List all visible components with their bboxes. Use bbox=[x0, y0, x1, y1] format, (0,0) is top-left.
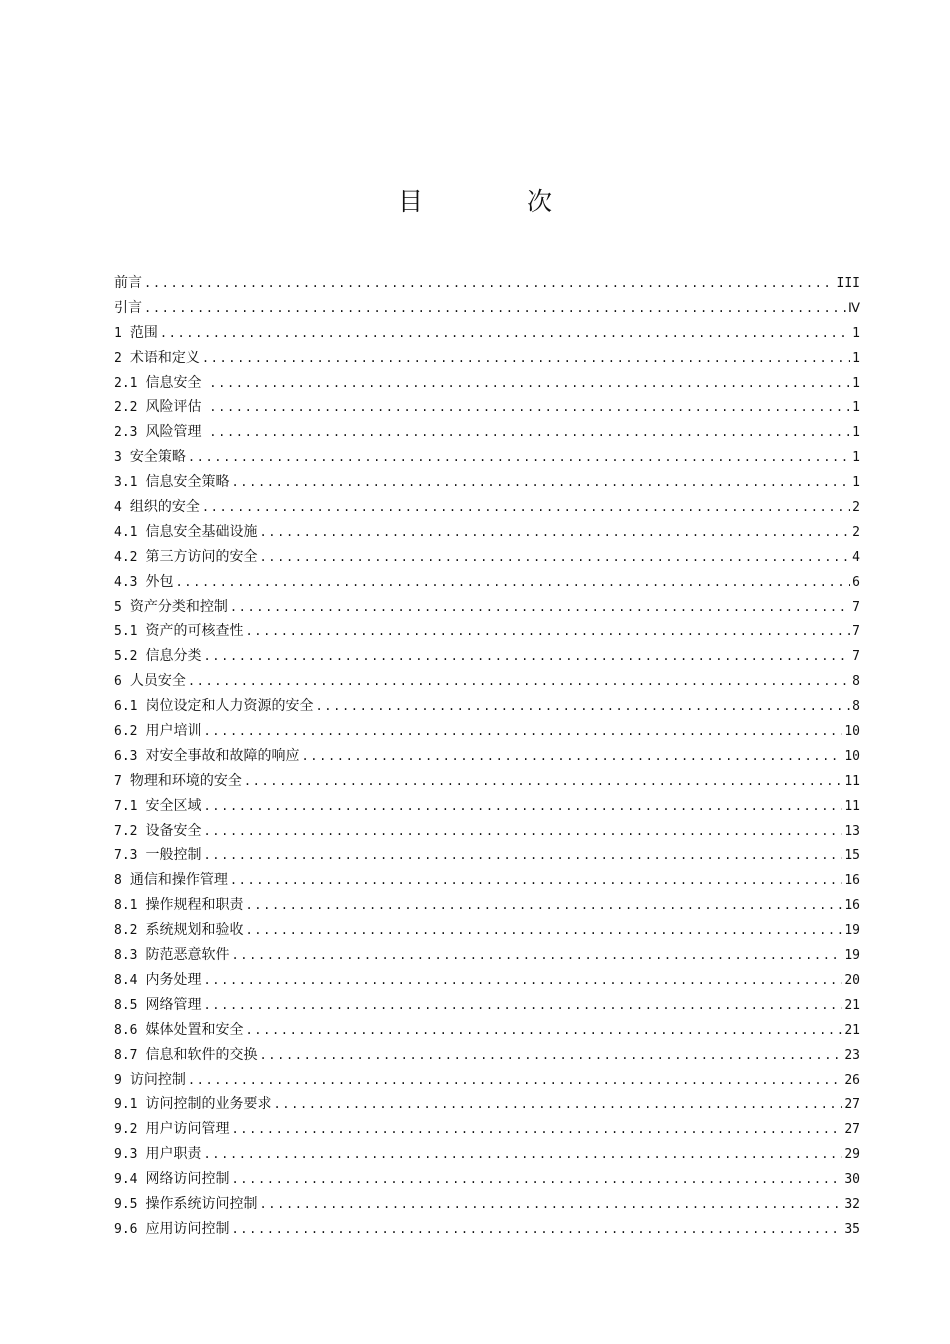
toc-page-number: 2 bbox=[852, 524, 860, 540]
toc-section-number: 2.3 bbox=[114, 425, 138, 441]
toc-dot-leader bbox=[301, 744, 842, 769]
toc-section-title: 用户访问管理 bbox=[145, 1121, 230, 1138]
toc-section-number: 7.2 bbox=[114, 823, 138, 839]
toc-page-number: 13 bbox=[844, 823, 860, 839]
toc-page-number: 30 bbox=[844, 1172, 860, 1188]
toc-section-title: 范围 bbox=[129, 324, 158, 341]
toc-entry[interactable] bbox=[114, 1068, 860, 1093]
toc-dot-leader bbox=[188, 445, 850, 470]
toc-page-number: 19 bbox=[844, 923, 860, 939]
toc-entry[interactable] bbox=[114, 420, 860, 445]
toc-section-title: 风险管理 bbox=[145, 424, 202, 441]
toc-page-number: 10 bbox=[844, 748, 860, 764]
toc-section-number: 5 bbox=[114, 599, 122, 615]
toc-section-title: 设备安全 bbox=[145, 822, 202, 839]
toc-section-title: 术语和定义 bbox=[129, 349, 200, 366]
toc-page-number: 7 bbox=[852, 649, 860, 665]
toc-section-title: 人员安全 bbox=[129, 673, 186, 690]
toc-dot-leader bbox=[230, 595, 850, 620]
toc-entry[interactable] bbox=[114, 321, 860, 346]
toc-entry[interactable] bbox=[114, 371, 860, 396]
toc-dot-leader bbox=[188, 1068, 843, 1093]
toc-page-number: 1 bbox=[852, 425, 860, 441]
toc-section-title: 一般控制 bbox=[145, 847, 202, 864]
toc-dot-leader bbox=[203, 644, 850, 669]
toc-section-number: 8.1 bbox=[114, 898, 138, 914]
toc-dot-leader bbox=[259, 1192, 842, 1217]
toc-dot-leader bbox=[160, 321, 850, 346]
toc-page-number: 35 bbox=[844, 1221, 860, 1237]
toc-dot-leader bbox=[203, 993, 842, 1018]
toc-entry[interactable] bbox=[114, 644, 860, 669]
toc-page-number: 2 bbox=[852, 500, 860, 516]
toc-page-number: 21 bbox=[844, 1022, 860, 1038]
toc-entry[interactable] bbox=[114, 694, 860, 719]
toc-section-title: 物理和环境的安全 bbox=[129, 772, 242, 789]
toc-section-title: 媒体处置和安全 bbox=[145, 1021, 244, 1038]
toc-section-title: 网络管理 bbox=[145, 996, 202, 1013]
toc-section-title: 资产的可核查性 bbox=[145, 623, 244, 640]
toc-page-number: 7 bbox=[852, 624, 860, 640]
toc-dot-leader bbox=[203, 794, 842, 819]
toc-section-number: 9.1 bbox=[114, 1097, 138, 1113]
toc-section-number: 8 bbox=[114, 873, 122, 889]
toc-dot-leader bbox=[259, 545, 850, 570]
toc-entry[interactable] bbox=[114, 296, 860, 321]
toc-dot-leader bbox=[188, 669, 850, 694]
toc-section-number: 6.2 bbox=[114, 724, 138, 740]
toc-entry[interactable] bbox=[114, 1018, 860, 1043]
toc-dot-leader bbox=[245, 918, 842, 943]
toc-page-number: 1 bbox=[852, 375, 860, 391]
toc-entry[interactable] bbox=[114, 1192, 860, 1217]
toc-section-title: 组织的安全 bbox=[129, 499, 200, 516]
toc-page-number: 11 bbox=[844, 773, 860, 789]
toc-section-title: 资产分类和控制 bbox=[129, 598, 228, 615]
toc-dot-leader bbox=[203, 968, 842, 993]
toc-section-number: 8.7 bbox=[114, 1047, 138, 1063]
toc-section-title: 访问控制 bbox=[129, 1071, 186, 1088]
toc-entry[interactable] bbox=[114, 395, 860, 420]
toc-page-number: 19 bbox=[844, 948, 860, 964]
toc-dot-leader bbox=[244, 769, 843, 794]
toc-section-title: 岗位设定和人力资源的安全 bbox=[145, 698, 314, 715]
toc-section-number: 6.3 bbox=[114, 748, 138, 764]
toc-dot-leader bbox=[144, 271, 835, 296]
toc-section-number: 5.2 bbox=[114, 649, 138, 665]
toc-entry[interactable] bbox=[114, 1092, 860, 1117]
toc-page-number: 23 bbox=[844, 1047, 860, 1063]
toc-entry[interactable] bbox=[114, 1167, 860, 1192]
toc-section-number: 4.3 bbox=[114, 574, 138, 590]
toc-dot-leader bbox=[231, 1117, 842, 1142]
toc-section-number: 6.1 bbox=[114, 699, 138, 715]
toc-page-number: 1 bbox=[852, 325, 860, 341]
toc-section-number: 9.5 bbox=[114, 1196, 138, 1212]
toc-dot-leader bbox=[209, 371, 850, 396]
toc-page-number: 6 bbox=[852, 574, 860, 590]
toc-entry[interactable] bbox=[114, 918, 860, 943]
toc-section-number: 1 bbox=[114, 325, 122, 341]
toc-page-number: III bbox=[836, 276, 860, 291]
toc-dot-leader bbox=[231, 1217, 842, 1242]
toc-dot-leader bbox=[203, 1142, 842, 1167]
toc-page-number: 16 bbox=[844, 873, 860, 889]
page-title: 目 次 bbox=[398, 187, 600, 216]
toc-section-title: 对安全事故和故障的响应 bbox=[145, 747, 300, 764]
toc-entry[interactable] bbox=[114, 719, 860, 744]
toc-section-number: 8.4 bbox=[114, 972, 138, 988]
toc-entry[interactable] bbox=[114, 794, 860, 819]
toc-page-number: 1 bbox=[852, 400, 860, 416]
toc-section-title: 信息分类 bbox=[145, 648, 202, 665]
toc-section-title: 网络访问控制 bbox=[145, 1171, 230, 1188]
toc-section-title: 防范恶意软件 bbox=[145, 947, 230, 964]
toc-section-title: 外包 bbox=[145, 573, 174, 590]
toc-section-title: 应用访问控制 bbox=[145, 1220, 230, 1237]
toc-section-title: 内务处理 bbox=[145, 971, 202, 988]
toc-dot-leader bbox=[231, 1167, 842, 1192]
toc-page-number: 27 bbox=[844, 1097, 860, 1113]
toc-page-number: 15 bbox=[844, 848, 860, 864]
toc-section-number: 4.2 bbox=[114, 549, 138, 565]
toc-section-number: 8.2 bbox=[114, 923, 138, 939]
toc-entry[interactable] bbox=[114, 570, 860, 595]
table-of-contents bbox=[114, 271, 860, 1242]
toc-dot-leader bbox=[245, 893, 842, 918]
toc-entry[interactable] bbox=[114, 769, 860, 794]
toc-dot-leader bbox=[315, 694, 850, 719]
toc-section-number: 8.3 bbox=[114, 948, 138, 964]
toc-dot-leader bbox=[245, 619, 850, 644]
toc-section-title: 信息安全基础设施 bbox=[145, 523, 258, 540]
toc-page-number: 8 bbox=[852, 674, 860, 690]
toc-dot-leader bbox=[203, 719, 842, 744]
toc-section-number: 9.3 bbox=[114, 1147, 138, 1163]
toc-section-number: 3 bbox=[114, 450, 122, 466]
toc-dot-leader bbox=[209, 395, 850, 420]
toc-section-number: 2.1 bbox=[114, 375, 138, 391]
toc-section-number: 9.4 bbox=[114, 1172, 138, 1188]
toc-page-number: 10 bbox=[844, 724, 860, 740]
toc-section-number: 9.6 bbox=[114, 1221, 138, 1237]
toc-entry[interactable] bbox=[114, 669, 860, 694]
toc-page-number: 29 bbox=[844, 1147, 860, 1163]
toc-section-title: 信息和软件的交换 bbox=[145, 1046, 258, 1063]
toc-section-number: 2 bbox=[114, 350, 122, 366]
toc-entry[interactable] bbox=[114, 470, 860, 495]
toc-page-number: 27 bbox=[844, 1122, 860, 1138]
toc-dot-leader bbox=[273, 1092, 842, 1117]
toc-entry[interactable] bbox=[114, 819, 860, 844]
toc-dot-leader bbox=[231, 943, 842, 968]
toc-dot-leader bbox=[259, 1043, 842, 1068]
toc-section-number: 7.3 bbox=[114, 848, 138, 864]
toc-entry[interactable] bbox=[114, 445, 860, 470]
toc-page-number: 4 bbox=[852, 549, 860, 565]
toc-page-number: 7 bbox=[852, 599, 860, 615]
toc-dot-leader bbox=[203, 843, 842, 868]
toc-section-title: 访问控制的业务要求 bbox=[145, 1096, 272, 1113]
toc-dot-leader bbox=[175, 570, 850, 595]
toc-section-number: 7.1 bbox=[114, 798, 138, 814]
toc-entry[interactable] bbox=[114, 1043, 860, 1068]
toc-dot-leader bbox=[202, 495, 850, 520]
toc-section-title: 风险评估 bbox=[145, 399, 202, 416]
toc-section-number: 6 bbox=[114, 674, 122, 690]
toc-section-title: 第三方访问的安全 bbox=[145, 548, 258, 565]
toc-entry[interactable] bbox=[114, 968, 860, 993]
toc-entry[interactable] bbox=[114, 595, 860, 620]
toc-entry[interactable] bbox=[114, 271, 860, 296]
toc-section-title: 引言 bbox=[114, 299, 142, 316]
toc-entry[interactable] bbox=[114, 545, 860, 570]
toc-section-title: 操作系统访问控制 bbox=[145, 1195, 258, 1212]
toc-page-number: 21 bbox=[844, 997, 860, 1013]
toc-section-number: 4 bbox=[114, 500, 122, 516]
toc-page-number: 11 bbox=[844, 798, 860, 814]
toc-entry[interactable] bbox=[114, 943, 860, 968]
toc-entry[interactable] bbox=[114, 1117, 860, 1142]
toc-section-title: 信息安全策略 bbox=[145, 474, 230, 491]
toc-entry[interactable] bbox=[114, 1142, 860, 1167]
toc-section-number: 9 bbox=[114, 1072, 122, 1088]
toc-entry[interactable] bbox=[114, 843, 860, 868]
toc-section-title: 安全区域 bbox=[145, 797, 202, 814]
toc-dot-leader bbox=[203, 819, 842, 844]
toc-entry[interactable] bbox=[114, 893, 860, 918]
toc-entry[interactable] bbox=[114, 495, 860, 520]
toc-section-title: 用户培训 bbox=[145, 723, 202, 740]
toc-dot-leader bbox=[231, 470, 850, 495]
toc-section-title: 安全策略 bbox=[129, 449, 186, 466]
toc-dot-leader bbox=[144, 296, 846, 321]
toc-section-number: 7 bbox=[114, 773, 122, 789]
toc-section-title: 操作规程和职责 bbox=[145, 897, 244, 914]
toc-dot-leader bbox=[209, 420, 850, 445]
toc-section-title: 信息安全 bbox=[145, 374, 202, 391]
toc-entry[interactable] bbox=[114, 744, 860, 769]
toc-page-number: Ⅳ bbox=[848, 300, 860, 316]
toc-section-number: 8.6 bbox=[114, 1022, 138, 1038]
toc-entry[interactable] bbox=[114, 619, 860, 644]
toc-entry[interactable] bbox=[114, 346, 860, 371]
toc-page-number: 26 bbox=[844, 1072, 860, 1088]
toc-section-number: 2.2 bbox=[114, 400, 138, 416]
toc-page-number: 32 bbox=[844, 1196, 860, 1212]
toc-dot-leader bbox=[202, 346, 850, 371]
toc-entry[interactable] bbox=[114, 1217, 860, 1242]
toc-page-number: 20 bbox=[844, 972, 860, 988]
toc-page-number: 8 bbox=[852, 699, 860, 715]
toc-section-title: 前言 bbox=[114, 275, 142, 291]
toc-entry[interactable] bbox=[114, 868, 860, 893]
toc-section-title: 通信和操作管理 bbox=[129, 872, 228, 889]
toc-dot-leader bbox=[230, 868, 843, 893]
toc-section-number: 8.5 bbox=[114, 997, 138, 1013]
toc-section-title: 系统规划和验收 bbox=[145, 922, 244, 939]
toc-section-number: 9.2 bbox=[114, 1122, 138, 1138]
toc-page-number: 1 bbox=[852, 475, 860, 491]
toc-section-number: 4.1 bbox=[114, 524, 138, 540]
toc-section-number: 3.1 bbox=[114, 475, 138, 491]
toc-dot-leader bbox=[245, 1018, 842, 1043]
toc-page-number: 1 bbox=[852, 450, 860, 466]
toc-section-title: 用户职责 bbox=[145, 1146, 202, 1163]
toc-section-number: 5.1 bbox=[114, 624, 138, 640]
toc-page-number: 16 bbox=[844, 898, 860, 914]
toc-page-number: 1 bbox=[852, 350, 860, 366]
toc-dot-leader bbox=[259, 520, 850, 545]
toc-entry[interactable] bbox=[114, 993, 860, 1018]
toc-entry[interactable] bbox=[114, 520, 860, 545]
